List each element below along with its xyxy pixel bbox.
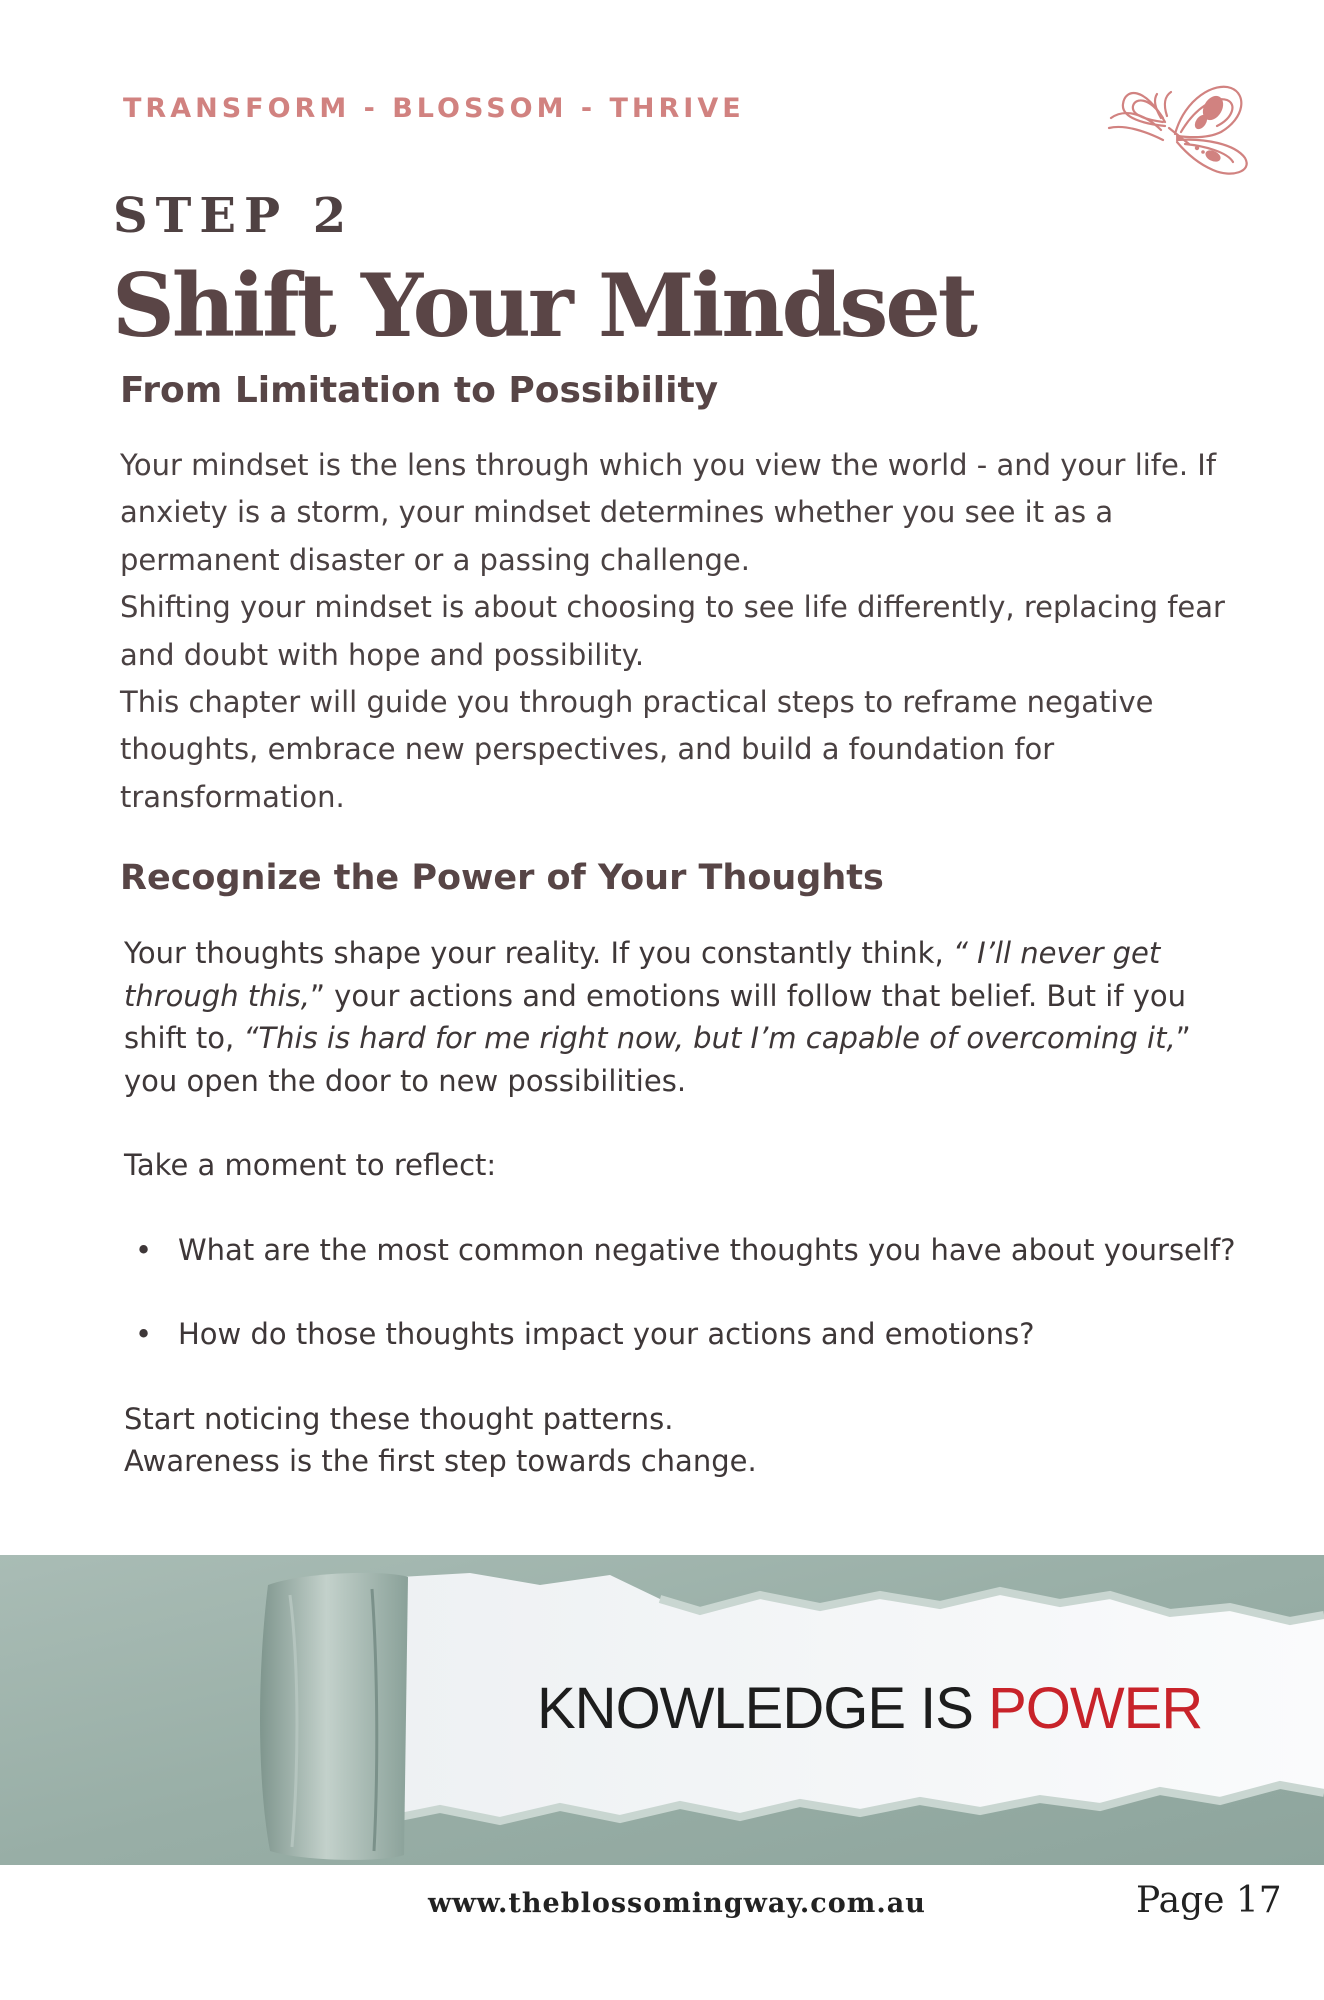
reflection-questions: [124, 1229, 1244, 1356]
paragraph-text: Your thoughts shape your reality. If you constantly think,: [124, 936, 953, 970]
intro-paragraph: Shifting your mindset is about choosing to see life differently, replacing fear and doubt with hope and possibility.: [120, 590, 1225, 672]
closing-line: Start noticing these thought patterns.: [124, 1401, 674, 1436]
closing-line: Awareness is the first step towards change.: [124, 1444, 757, 1478]
list-item: • How do those thoughts impact your actions and emotions?: [124, 1313, 1244, 1356]
butterfly-icon: [1105, 78, 1257, 180]
section-body: [124, 932, 1244, 1483]
page-number: Page 17: [1136, 1880, 1282, 1921]
knowledge-banner: [0, 1555, 1324, 1865]
banner-text-main: KNOWLEDGE IS: [537, 1676, 989, 1741]
reflect-prompt: Take a moment to reflect:: [124, 1148, 497, 1182]
list-item: • What are the most common negative thoughts you have about yourself?: [124, 1229, 1244, 1272]
banner-caption: [537, 1675, 1202, 1742]
quote-negative: “ I’ll never get through this,: [124, 936, 1161, 1013]
banner-text-highlight: POWER: [988, 1676, 1203, 1741]
quote-positive: “This is hard for me right now, but I’m capable of overcoming it,: [243, 1021, 1176, 1055]
step-label: STEP 2: [113, 188, 355, 244]
intro-text: [120, 442, 1260, 821]
page-title: Shift Your Mindset: [112, 254, 975, 357]
paragraph-text: ” you open the door to new possibilities.: [124, 1021, 1191, 1098]
intro-paragraph: This chapter will guide you through practical steps to reframe negative thoughts, embrace new perspectives, and build a foundation for transformation.: [120, 685, 1154, 814]
intro-paragraph: Your mindset is the lens through which you view the world - and your life. If anxiety is a storm, your mindset determines whether you see it as a permanent disaster or a passing challenge.: [120, 448, 1217, 577]
header-tagline: TRANSFORM - BLOSSOM - THRIVE: [123, 93, 745, 124]
thoughts-paragraph: [124, 932, 1244, 1102]
section-heading: Recognize the Power of Your Thoughts: [120, 858, 884, 898]
page-subtitle: From Limitation to Possibility: [120, 370, 719, 411]
paragraph-text: ” your actions and emotions will follow that belief. But if you shift to,: [124, 978, 1187, 1055]
footer-website-link[interactable]: www.theblossomingway.com.au: [428, 1888, 926, 1919]
